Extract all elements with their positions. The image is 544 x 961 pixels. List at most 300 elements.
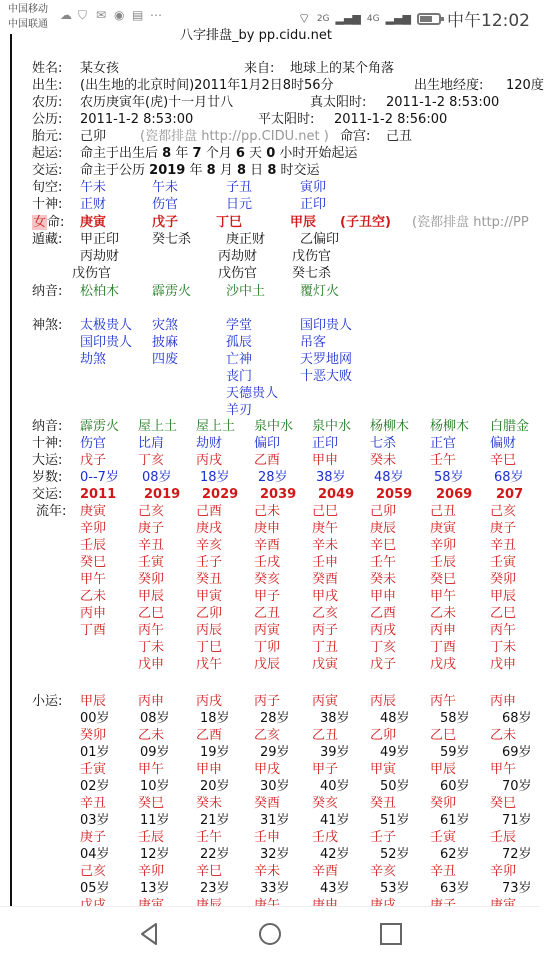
liunian-cell: 庚寅 bbox=[430, 521, 457, 536]
liunian-cell: 丙申 bbox=[80, 606, 107, 621]
dayun-age-label: 岁数: bbox=[32, 470, 63, 485]
more-icon: ⋯ bbox=[150, 8, 162, 22]
zangcang-cell bbox=[80, 249, 119, 265]
xiaoyun-ganzhi-cell: 癸未 bbox=[196, 796, 223, 811]
name-value: 某女孩 bbox=[80, 61, 120, 76]
shensha-label: 神煞: bbox=[32, 318, 63, 333]
dayun-ganzhi-cell: 乙酉 bbox=[254, 453, 281, 468]
xiaoyun-ganzhi-cell: 壬戌 bbox=[312, 830, 339, 845]
liunian-cell: 辛丑 bbox=[138, 538, 165, 553]
zangcang-text: 庚正财 bbox=[226, 232, 266, 247]
xiaoyun-ganzhi-cell: 乙丑 bbox=[312, 728, 339, 743]
dayun-age-cell: 0--7岁 bbox=[80, 470, 119, 485]
xiaoyun-ganzhi-cell: 丙申 bbox=[138, 694, 165, 709]
xiaoyun-age-cell: 42岁 bbox=[320, 847, 350, 862]
liunian-cell: 戊申 bbox=[138, 657, 165, 672]
xiaoyun-ganzhi-cell: 甲午 bbox=[490, 762, 517, 777]
dayun-ganzhi-cell: 癸未 bbox=[370, 453, 397, 468]
pillar-day: 丁巳 bbox=[216, 215, 243, 230]
dayun-nayin-cell: 屋上土 bbox=[196, 419, 236, 434]
shensha-item: 灾煞 bbox=[152, 318, 179, 333]
liunian-cell: 乙酉 bbox=[370, 606, 397, 621]
liunian-cell: 丙寅 bbox=[254, 623, 281, 638]
pingtai-label: 平太阳时: bbox=[258, 112, 315, 127]
xiaoyun-label: 小运: bbox=[32, 694, 63, 709]
liunian-cell: 癸丑 bbox=[196, 572, 223, 587]
female-badge: 女 bbox=[33, 215, 47, 230]
dayun-nayin-cell: 泉中水 bbox=[312, 419, 352, 434]
xiaoyun-ganzhi-cell: 壬申 bbox=[254, 830, 281, 845]
liunian-cell: 癸亥 bbox=[254, 572, 281, 587]
xiaoyun-ganzhi-cell: 丙午 bbox=[430, 694, 457, 709]
xiaoyun-ganzhi-cell: 辛卯 bbox=[138, 864, 165, 879]
xiaoyun-age-cell: 08岁 bbox=[140, 711, 170, 726]
recents-icon[interactable] bbox=[376, 919, 406, 949]
liunian-cell: 己卯 bbox=[370, 504, 397, 519]
name-label: 姓名: bbox=[32, 61, 63, 76]
kong-text: (子丑空) bbox=[340, 215, 391, 230]
xiaoyun-age-cell: 73岁 bbox=[502, 881, 532, 896]
qiyun-part: 年 bbox=[175, 146, 189, 161]
shensha-item: 披麻 bbox=[152, 335, 179, 350]
zangcang-text: 乙偏印 bbox=[300, 232, 340, 247]
xiaoyun-age-cell: 39岁 bbox=[320, 745, 350, 760]
back-icon[interactable] bbox=[134, 919, 164, 949]
zangcang-text: 戊伤官 bbox=[72, 266, 112, 281]
liunian-cell: 辛巳 bbox=[370, 538, 397, 553]
xiaoyun-ganzhi-cell: 癸巳 bbox=[138, 796, 165, 811]
xiaoyun-age-cell: 13岁 bbox=[140, 881, 170, 896]
liunian-cell: 丁未 bbox=[138, 640, 165, 655]
dayun-shishen-cell: 劫财 bbox=[196, 436, 223, 451]
xiaoyun-ganzhi-cell: 壬子 bbox=[370, 830, 397, 845]
xiaoyun-age-cell: 41岁 bbox=[320, 813, 350, 828]
xiaoyun-ganzhi-cell: 甲寅 bbox=[370, 762, 397, 777]
dayun-shishen-cell: 七杀 bbox=[370, 436, 397, 451]
liunian-cell: 壬辰 bbox=[430, 555, 457, 570]
liunian-cell: 甲申 bbox=[370, 589, 397, 604]
wechat-icon: ◉ bbox=[114, 8, 125, 22]
dayun-year-cell: 2039 bbox=[260, 487, 297, 502]
xiaoyun-ganzhi-cell: 辛巳 bbox=[196, 864, 223, 879]
xiaoyun-ganzhi-cell: 庚子 bbox=[80, 830, 107, 845]
solar-true-label: 真太阳时: bbox=[310, 95, 367, 110]
cloud-icon: ☁ bbox=[60, 8, 72, 22]
liunian-cell: 庚子 bbox=[490, 521, 517, 536]
pillar-month: 戊子 bbox=[152, 215, 179, 230]
xiaoyun-ganzhi-cell: 壬寅 bbox=[80, 762, 107, 777]
liunian-cell: 庚子 bbox=[138, 521, 165, 536]
xiaoyun-age-cell: 53岁 bbox=[380, 881, 410, 896]
jiaoyun-month: 8 bbox=[206, 163, 216, 178]
liunian-cell: 丙午 bbox=[490, 623, 517, 638]
xunkong-label: 旬空: bbox=[32, 180, 63, 195]
qiyun-hours: 0 bbox=[266, 146, 276, 161]
dayun-ganzhi-cell: 丁亥 bbox=[138, 453, 165, 468]
liunian-cell: 辛未 bbox=[312, 538, 339, 553]
zangcang-label: 遁藏: bbox=[32, 232, 63, 247]
liunian-cell: 己亥 bbox=[138, 504, 165, 519]
xiaoyun-age-cell: 31岁 bbox=[260, 813, 290, 828]
liunian-cell: 戊午 bbox=[196, 657, 223, 672]
xiaoyun-ganzhi-cell: 癸卯 bbox=[430, 796, 457, 811]
liunian-cell: 甲子 bbox=[254, 589, 281, 604]
zangcang-cell bbox=[292, 266, 331, 282]
xiaoyun-ganzhi-cell: 癸酉 bbox=[254, 796, 281, 811]
liunian-cell: 甲寅 bbox=[196, 589, 223, 604]
status-right bbox=[298, 6, 530, 31]
home-icon[interactable] bbox=[255, 919, 285, 949]
chat-icon: ✉ bbox=[96, 8, 107, 22]
qiyun-label: 起运: bbox=[32, 146, 63, 161]
liunian-cell: 丙子 bbox=[312, 623, 339, 638]
shensha-item: 国印贵人 bbox=[300, 318, 353, 333]
liunian-cell: 庚戌 bbox=[196, 521, 223, 536]
xiaoyun-ganzhi-cell: 乙未 bbox=[490, 728, 517, 743]
dayun-ganzhi-cell: 甲申 bbox=[312, 453, 339, 468]
xiaoyun-ganzhi-cell: 丙寅 bbox=[312, 694, 339, 709]
dayun-age-cell: 58岁 bbox=[434, 470, 464, 485]
dayun-label: 大运: bbox=[32, 453, 63, 468]
xiaoyun-ganzhi-cell: 甲辰 bbox=[430, 762, 457, 777]
dayun-shishen-cell: 正印 bbox=[312, 436, 339, 451]
liunian-cell: 庚寅 bbox=[80, 504, 107, 519]
liunian-cell: 壬子 bbox=[196, 555, 223, 570]
zangcang-text: 癸七杀 bbox=[152, 232, 192, 247]
xiaoyun-age-cell: 19岁 bbox=[200, 745, 230, 760]
watermark-text-2: (瓷都排盘 http://PP bbox=[412, 215, 529, 230]
xiaoyun-age-cell: 63岁 bbox=[440, 881, 470, 896]
xiaoyun-ganzhi-cell: 乙亥 bbox=[254, 728, 281, 743]
xunkong-cell: 子丑 bbox=[226, 180, 253, 195]
xiaoyun-ganzhi-cell: 癸巳 bbox=[490, 796, 517, 811]
xiaoyun-ganzhi-cell: 癸卯 bbox=[80, 728, 107, 743]
xiaoyun-age-cell: 72岁 bbox=[502, 847, 532, 862]
dayun-nayin-cell: 霹雳火 bbox=[80, 419, 120, 434]
xiaoyun-ganzhi-cell: 壬寅 bbox=[430, 830, 457, 845]
shensha-item: 羊刃 bbox=[226, 403, 253, 418]
xiaoyun-ganzhi-cell: 辛丑 bbox=[430, 864, 457, 879]
nvming-text: 命: bbox=[47, 215, 65, 230]
liunian-cell: 丁酉 bbox=[430, 640, 457, 655]
xiaoyun-age-cell: 04岁 bbox=[80, 847, 110, 862]
liunian-cell: 癸巳 bbox=[430, 572, 457, 587]
dayun-ganzhi-cell: 辛巳 bbox=[490, 453, 517, 468]
shensha-item: 亡神 bbox=[226, 352, 253, 367]
jiaoyun-part: 日 bbox=[250, 163, 264, 178]
xiaoyun-age-cell: 00岁 bbox=[80, 711, 110, 726]
liunian-cell: 丙午 bbox=[138, 623, 165, 638]
dayun-year-cell: 2069 bbox=[436, 487, 473, 502]
liunian-cell: 戊子 bbox=[370, 657, 397, 672]
bazi-chart-page[interactable] bbox=[0, 28, 544, 906]
zangcang-cell bbox=[152, 232, 191, 248]
dayun-shishen-cell: 伤官 bbox=[80, 436, 107, 451]
liunian-cell: 辛亥 bbox=[196, 538, 223, 553]
liunian-cell: 丁未 bbox=[490, 640, 517, 655]
xiaoyun-age-cell: 61岁 bbox=[440, 813, 470, 828]
qiyun-value bbox=[80, 146, 357, 162]
lunar-value: 农历庚寅年(虎)十一月廿八 bbox=[80, 95, 234, 110]
solar-true-value: 2011-1-2 8:53:00 bbox=[386, 95, 500, 110]
zangcang-cell bbox=[218, 266, 257, 282]
dayun-ganzhi-cell: 壬午 bbox=[430, 453, 457, 468]
shensha-item: 天罗地网 bbox=[300, 352, 353, 367]
liunian-cell: 庚午 bbox=[312, 521, 339, 536]
wifi-icon: ⌔ bbox=[297, 10, 311, 27]
liunian-cell: 乙卯 bbox=[196, 606, 223, 621]
dayun-age-cell: 08岁 bbox=[142, 470, 172, 485]
from-label: 来自: bbox=[244, 61, 275, 76]
xiaoyun-ganzhi-cell: 乙酉 bbox=[196, 728, 223, 743]
lunar-label: 农历: bbox=[32, 95, 63, 110]
qiyun-months: 7 bbox=[192, 146, 202, 161]
xiaoyun-age-cell: 62岁 bbox=[440, 847, 470, 862]
dayun-nayin-cell: 白腊金 bbox=[490, 419, 530, 434]
pillar-year: 庚寅 bbox=[80, 215, 107, 230]
liunian-cell: 辛酉 bbox=[254, 538, 281, 553]
liunian-cell: 己巳 bbox=[312, 504, 339, 519]
liunian-cell: 乙巳 bbox=[490, 606, 517, 621]
liunian-cell: 丙戌 bbox=[370, 623, 397, 638]
dayun-nayin-cell: 屋上土 bbox=[138, 419, 178, 434]
xiaoyun-age-cell: 01岁 bbox=[80, 745, 110, 760]
xiaoyun-ganzhi-cell: 甲申 bbox=[196, 762, 223, 777]
xiaoyun-age-cell: 23岁 bbox=[200, 881, 230, 896]
xiaoyun-age-cell: 38岁 bbox=[320, 711, 350, 726]
dayun-year-cell: 2049 bbox=[318, 487, 355, 502]
xiaoyun-ganzhi-cell: 乙未 bbox=[138, 728, 165, 743]
shensha-item: 太极贵人 bbox=[80, 318, 133, 333]
shishen-cell: 正印 bbox=[300, 197, 327, 212]
signal-2g: 2G bbox=[316, 13, 330, 24]
xiaoyun-age-cell: 71岁 bbox=[502, 813, 532, 828]
dayun-ganzhi-cell: 丙戌 bbox=[196, 453, 223, 468]
zangcang-text: 癸七杀 bbox=[292, 266, 332, 281]
nayin-cell: 霹雳火 bbox=[152, 284, 192, 299]
jiaoyun-part: 时交运 bbox=[280, 163, 320, 178]
jiaoyun-part: 月 bbox=[219, 163, 233, 178]
zangcang-cell bbox=[300, 232, 339, 248]
xiaoyun-age-cell: 68岁 bbox=[502, 711, 532, 726]
left-border bbox=[10, 34, 12, 906]
dayun-nayin-cell: 杨柳木 bbox=[370, 419, 410, 434]
shensha-item: 十恶大败 bbox=[300, 369, 353, 384]
xiaoyun-age-cell: 28岁 bbox=[260, 711, 290, 726]
qiyun-part: 命主于出生后 bbox=[80, 146, 159, 161]
shensha-item: 丧门 bbox=[226, 369, 253, 384]
taiyuan-label: 胎元: bbox=[32, 129, 63, 144]
xiaoyun-ganzhi-cell: 丙辰 bbox=[370, 694, 397, 709]
liunian-cell: 壬寅 bbox=[490, 555, 517, 570]
dayun-shishen-cell: 正官 bbox=[430, 436, 457, 451]
liunian-cell: 辛卯 bbox=[80, 521, 107, 536]
xiaoyun-ganzhi-cell: 甲子 bbox=[312, 762, 339, 777]
dayun-age-cell: 18岁 bbox=[200, 470, 230, 485]
jiaoyun-label: 交运: bbox=[32, 163, 63, 178]
dayun-nayin-label: 纳音: bbox=[32, 419, 63, 434]
jiaoyun-year: 2019 bbox=[149, 163, 186, 178]
qiyun-part: 小时开始起运 bbox=[279, 146, 358, 161]
jiaoyun-hour: 8 bbox=[267, 163, 277, 178]
liunian-cell: 癸酉 bbox=[312, 572, 339, 587]
xiaoyun-age-cell: 49岁 bbox=[380, 745, 410, 760]
xiaoyun-ganzhi-cell: 癸亥 bbox=[312, 796, 339, 811]
minggong-value: 己丑 bbox=[386, 129, 413, 144]
liunian-cell: 乙丑 bbox=[254, 606, 281, 621]
xiaoyun-age-cell: 50岁 bbox=[380, 779, 410, 794]
taiyuan-value: 己卯 bbox=[80, 129, 107, 144]
xiaoyun-ganzhi-cell: 丙戌 bbox=[196, 694, 223, 709]
shensha-item: 吊客 bbox=[300, 335, 327, 350]
dayun-nayin-cell: 杨柳木 bbox=[430, 419, 470, 434]
xiaoyun-age-cell: 52岁 bbox=[380, 847, 410, 862]
xiaoyun-age-cell: 22岁 bbox=[200, 847, 230, 862]
carrier-1: 中国移动 bbox=[8, 4, 48, 15]
liunian-cell: 丁卯 bbox=[254, 640, 281, 655]
liunian-cell: 丁巳 bbox=[196, 640, 223, 655]
liunian-cell: 庚申 bbox=[254, 521, 281, 536]
dayun-shishen-cell: 偏印 bbox=[254, 436, 281, 451]
watermark-text: (瓷都排盘 http://pp.CIDU.net ) bbox=[140, 129, 329, 144]
liunian-cell: 乙未 bbox=[80, 589, 107, 604]
liunian-cell: 乙巳 bbox=[138, 606, 165, 621]
liunian-cell: 丁亥 bbox=[370, 640, 397, 655]
xiaoyun-ganzhi-cell: 丙申 bbox=[490, 694, 517, 709]
dayun-year-cell: 2011 bbox=[80, 487, 117, 502]
xiaoyun-ganzhi-cell: 辛丑 bbox=[80, 796, 107, 811]
xiaoyun-age-cell: 58岁 bbox=[440, 711, 470, 726]
jiaoyun-part: 年 bbox=[189, 163, 203, 178]
shensha-item: 天德贵人 bbox=[226, 386, 279, 401]
battery-icon bbox=[417, 13, 441, 25]
shensha-item: 劫煞 bbox=[80, 352, 107, 367]
liunian-cell: 壬辰 bbox=[80, 538, 107, 553]
xiaoyun-age-cell: 12岁 bbox=[140, 847, 170, 862]
shishen-label: 十神: bbox=[32, 197, 63, 212]
liunian-cell: 甲午 bbox=[80, 572, 107, 587]
liunian-cell: 戊申 bbox=[490, 657, 517, 672]
xiaoyun-ganzhi-cell: 甲戌 bbox=[254, 762, 281, 777]
qiyun-years: 8 bbox=[162, 146, 172, 161]
zangcang-text: 丙劫财 bbox=[80, 249, 120, 264]
xiaoyun-age-cell: 09岁 bbox=[140, 745, 170, 760]
jiaoyun-value bbox=[80, 163, 320, 179]
liunian-cell: 戊辰 bbox=[254, 657, 281, 672]
xiaoyun-age-cell: 03岁 bbox=[80, 813, 110, 828]
zangcang-cell bbox=[72, 266, 111, 282]
xiaoyun-ganzhi-cell: 乙卯 bbox=[370, 728, 397, 743]
xiaoyun-age-cell: 18岁 bbox=[200, 711, 230, 726]
pillar-hour: 甲辰 bbox=[290, 215, 317, 230]
xiaoyun-age-cell: 30岁 bbox=[260, 779, 290, 794]
gongli-value: 2011-1-2 8:53:00 bbox=[80, 112, 194, 127]
liunian-cell: 戊寅 bbox=[312, 657, 339, 672]
xiaoyun-ganzhi-cell: 辛亥 bbox=[370, 864, 397, 879]
xiaoyun-age-cell: 40岁 bbox=[320, 779, 350, 794]
notification-icons bbox=[60, 9, 163, 22]
signal-bars-icon: ▂▄▆ bbox=[335, 12, 361, 25]
xiaoyun-ganzhi-cell: 甲辰 bbox=[80, 694, 107, 709]
xiaoyun-age-cell: 10岁 bbox=[140, 779, 170, 794]
dayun-ganzhi-cell: 戊子 bbox=[80, 453, 107, 468]
signal-4g: 4G bbox=[366, 13, 380, 24]
dayun-age-cell: 28岁 bbox=[258, 470, 288, 485]
xunkong-cell: 午未 bbox=[80, 180, 107, 195]
xiaoyun-ganzhi-cell: 壬午 bbox=[196, 830, 223, 845]
xiaoyun-ganzhi-cell: 壬辰 bbox=[490, 830, 517, 845]
liunian-cell: 甲辰 bbox=[138, 589, 165, 604]
liunian-cell: 辛丑 bbox=[490, 538, 517, 553]
zangcang-cell bbox=[218, 249, 257, 265]
liunian-cell: 癸巳 bbox=[80, 555, 107, 570]
xiaoyun-ganzhi-cell: 丙子 bbox=[254, 694, 281, 709]
liunian-cell: 己未 bbox=[254, 504, 281, 519]
liunian-cell: 癸卯 bbox=[490, 572, 517, 587]
liunian-cell: 甲辰 bbox=[490, 589, 517, 604]
clock: 中午12:02 bbox=[447, 11, 530, 31]
liunian-cell: 丁酉 bbox=[80, 623, 107, 638]
qiyun-days: 6 bbox=[235, 146, 245, 161]
liunian-cell: 戊戌 bbox=[430, 657, 457, 672]
pingtai-value: 2011-1-2 8:56:00 bbox=[334, 112, 448, 127]
xiaoyun-age-cell: 51岁 bbox=[380, 813, 410, 828]
xiaoyun-age-cell: 69岁 bbox=[502, 745, 532, 760]
dayun-year-cell: 2059 bbox=[376, 487, 413, 502]
nayin-cell: 沙中土 bbox=[226, 284, 266, 299]
birth-label: 出生: bbox=[32, 78, 63, 93]
xiaoyun-age-cell: 70岁 bbox=[502, 779, 532, 794]
dayun-age-cell: 38岁 bbox=[316, 470, 346, 485]
liunian-cell: 丙申 bbox=[430, 623, 457, 638]
xiaoyun-ganzhi-cell: 辛未 bbox=[254, 864, 281, 879]
xiaoyun-ganzhi-cell: 甲午 bbox=[138, 762, 165, 777]
dayun-shishen-label: 十神: bbox=[32, 436, 63, 451]
xiaoyun-age-cell: 29岁 bbox=[260, 745, 290, 760]
longitude-value: 120度 bbox=[506, 78, 544, 93]
shensha-item: 国印贵人 bbox=[80, 335, 133, 350]
liunian-cell: 己酉 bbox=[196, 504, 223, 519]
xiaoyun-age-cell: 43岁 bbox=[320, 881, 350, 896]
zangcang-text: 戊伤官 bbox=[218, 266, 258, 281]
xiaoyun-age-cell: 60岁 bbox=[440, 779, 470, 794]
liunian-cell: 辛卯 bbox=[430, 538, 457, 553]
liunian-cell: 壬申 bbox=[312, 555, 339, 570]
dayun-age-cell: 68岁 bbox=[494, 470, 524, 485]
zangcang-text: 丙劫财 bbox=[218, 249, 258, 264]
jiaoyun-day: 8 bbox=[236, 163, 247, 178]
liunian-cell: 壬戌 bbox=[254, 555, 281, 570]
zangcang-cell bbox=[292, 249, 331, 265]
liunian-cell: 壬寅 bbox=[138, 555, 165, 570]
shensha-item: 四废 bbox=[152, 352, 179, 367]
dayun-shishen-cell: 比肩 bbox=[138, 436, 165, 451]
zangcang-cell bbox=[80, 232, 119, 248]
xiaoyun-age-cell: 02岁 bbox=[80, 779, 110, 794]
nayin-cell: 覆灯火 bbox=[300, 284, 340, 299]
page-header-cut: 八字排盘_by pp.cidu.net bbox=[180, 28, 332, 43]
liunian-label: 流年: bbox=[36, 504, 67, 519]
dayun-shishen-cell: 偏财 bbox=[490, 436, 517, 451]
dayun-year-cell: 2029 bbox=[202, 487, 239, 502]
liunian-cell: 丙辰 bbox=[196, 623, 223, 638]
qiyun-part: 天 bbox=[249, 146, 263, 161]
liunian-cell: 己亥 bbox=[490, 504, 517, 519]
carrier-2: 中国联通 bbox=[8, 19, 48, 30]
xiaoyun-age-cell: 48岁 bbox=[380, 711, 410, 726]
xunkong-cell: 寅卯 bbox=[300, 180, 327, 195]
xiaoyun-age-cell: 20岁 bbox=[200, 779, 230, 794]
